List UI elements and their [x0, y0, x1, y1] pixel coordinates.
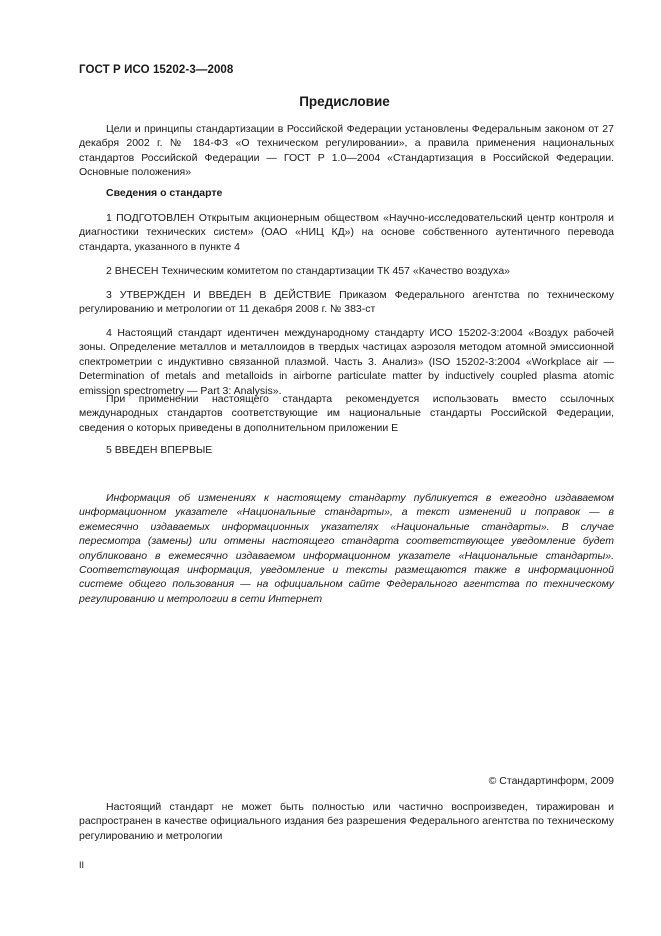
item-2: 2 ВНЕСЕН Техническим комитетом по стандартизации ТК 457 «Качество воздуха» — [106, 265, 510, 277]
footer-notice: Настоящий стандарт не может быть полностью или частично воспроизведен, тиражирован и распространен в качестве официального издания без разрешения Федерального агентства по техническому регулированию и метрологии — [79, 801, 614, 842]
intro-paragraph: Цели и принципы стандартизации в Российской Федерации установлены Федеральным законом от 27 декабря 2002 г. № 184-ФЗ «О техническом регулировании», а правила применения национальных стандартов Российской Федерации — ГОСТ Р 1.0—2004 «Стандартизация в Российской Федерации. Основные положения» — [79, 123, 614, 179]
item-1: 1 ПОДГОТОВЛЕН Открытым акционерным обществом «Научно-исследовательский центр контроля и диагностики технических систем» (ОАО «НИЦ КД») на основе собственного аутентичного перевода стандарта, указанного в пункте 4 — [79, 212, 614, 253]
document-header: ГОСТ Р ИСО 15202-3—2008 — [79, 64, 234, 76]
item-4: 4 Настоящий стандарт идентичен международному стандарту ИСО 15202-3:2004 «Воздух рабочей зоны. Определение металлов и металлоидов в твердых частицах аэрозоля методом атомной эмиссионной спектрометрии с индуктивно связанной плазмой. Часть 3. Анализ» (ISO 15202-3:2004 «Workplace air — Determination of metals and metalloids in airborne particulate matter by inductively coupled plasma atomic emission spectrometry — Part 3: Analysis». — [79, 327, 614, 397]
section-heading: Сведения о стандарте — [106, 187, 223, 199]
page-title: Предисловие — [299, 94, 390, 109]
page-number: II — [79, 860, 85, 870]
item-5: 5 ВВЕДЕН ВПЕРВЫЕ — [106, 444, 213, 456]
copyright-line: © Стандартинформ, 2009 — [488, 775, 614, 787]
change-notice: Информация об изменениях к настоящему стандарту публикуется в ежегодно издаваемом информационном указателе «Национальные стандарты», а текст изменений и поправок — в ежемесячно издаваемых информационных указателях «Национальные стандарты». В случае пересмотра (замены) или отмены настоящего стандарта соответствующее уведомление будет опубликовано в ежемесячно издаваемом информационном указателе «Национальные стандарты». Соответствующая информация, уведомление и тексты размещаются также в информационной системе общего пользования — на официальном сайте Федерального агентства по техническому регулированию и метрологии в сети Интернет — [79, 492, 614, 605]
item-4-note: При применении настоящего стандарта рекомендуется использовать вместо ссылочных международных стандартов соответствующие им национальные стандарты Российской Федерации, сведения о которых приведены в дополнительном приложении Е — [79, 393, 614, 434]
item-3: 3 УТВЕРЖДЕН И ВВЕДЕН В ДЕЙСТВИЕ Приказом Федерального агентства по техническому регулированию и метрологии от 11 декабря 2008 г. № 383-ст — [79, 289, 614, 316]
